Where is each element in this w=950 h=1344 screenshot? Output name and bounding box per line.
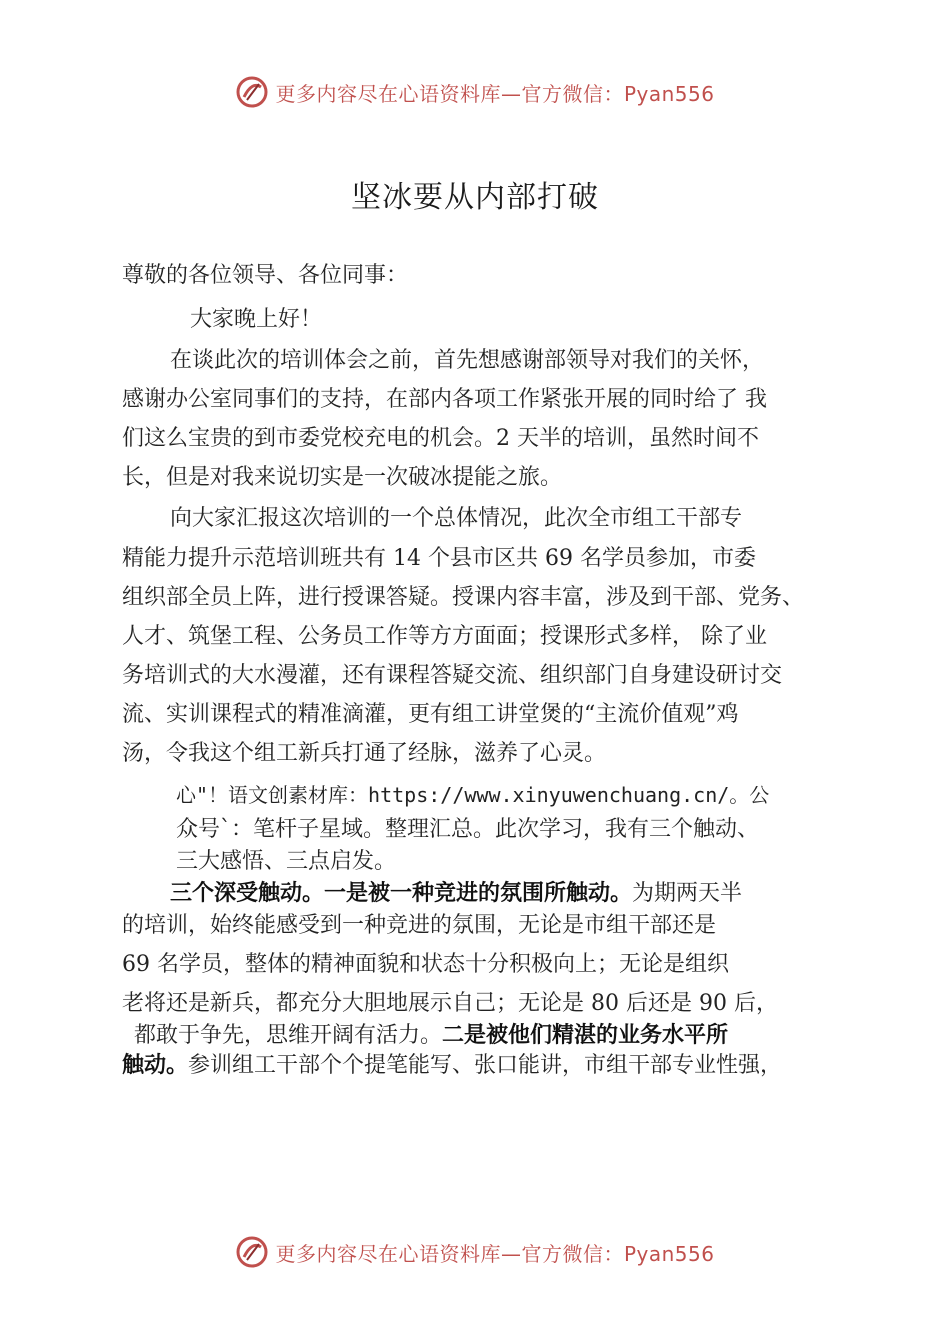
paragraph-2-line: 流、实训课程式的精准滴灌，更有组工讲堂煲的“主流价值观”鸡 <box>122 702 739 727</box>
logo-icon <box>235 75 269 109</box>
paragraph-4-line: 69 名学员，整体的精神面貌和状态十分积极向上；无论是组织 <box>122 952 729 977</box>
paragraph-1-line: 在谈此次的培训体会之前，首先想感谢部领导对我们的关怀， <box>170 348 765 373</box>
header-banner-text: 更多内容尽在心语资料库—官方微信：Pyan556 <box>275 81 715 106</box>
paragraph-1-line: 感谢办公室同事们的支持，在部内各项工作紧张开展的同时给了 我 <box>122 387 767 412</box>
paragraph-1-line: 长，但是对我来说切实是一次破冰提能之旅。 <box>122 465 563 490</box>
paragraph-4-line: 触动。参训组工干部个个提笔能写、张口能讲，市组干部专业性强， <box>122 1053 783 1078</box>
bold-heading: 触动。 <box>122 1053 189 1078</box>
paragraph-4-line: 的培训，始终能感受到一种竞进的氛围，无论是市组干部还是 <box>122 913 717 938</box>
salutation: 尊敬的各位领导、各位同事： <box>122 263 409 288</box>
paragraph-2-line: 组织部全员上阵，进行授课答疑。授课内容丰富，涉及到干部、党务、 <box>122 585 805 610</box>
greeting: 大家晚上好！ <box>190 307 323 332</box>
paragraph-3-line: 心"！语文创素材库：https://www.xinyuwenchuang.cn/。公 <box>176 783 770 807</box>
paragraph-4-line: 三个深受触动。一是被一种竞进的氛围所触动。为期两天半 <box>170 881 743 906</box>
paragraph-2-line: 务培训式的大水漫灌，还有课程答疑交流、组织部门自身建设研讨交 <box>122 663 783 688</box>
paragraph-4-line: 老将还是新兵，都充分大胆地展示自己；无论是 80 后还是 90 后， <box>122 991 778 1016</box>
paragraph-1-line: 们这么宝贵的到市委党校充电的机会。2 天半的培训，虽然时间不 <box>122 426 759 451</box>
paragraph-4-line: 都敢于争先，思维开阔有活力。二是被他们精湛的业务水平所 <box>134 1023 729 1048</box>
footer-banner-text: 更多内容尽在心语资料库—官方微信：Pyan556 <box>275 1241 715 1266</box>
header-banner <box>0 72 950 112</box>
logo-icon <box>235 1235 269 1269</box>
paragraph-3-line: 三大感悟、三点启发。 <box>176 849 397 874</box>
paragraph-2-line: 向大家汇报这次培训的一个总体情况，此次全市组工干部专 <box>170 506 743 531</box>
footer-banner <box>0 1232 950 1272</box>
bold-heading: 二是被他们精湛的业务水平所 <box>442 1023 729 1048</box>
paragraph-2-line: 汤，令我这个组工新兵打通了经脉，滋养了心灵。 <box>122 741 607 766</box>
paragraph-3-line: 众号`：笔杆子星域。整理汇总。此次学习，我有三个触动、 <box>176 817 760 842</box>
bold-heading: 三个深受触动。一是被一种竞进的氛围所触动。 <box>170 881 633 906</box>
page-title: 坚冰要从内部打破 <box>351 180 599 215</box>
paragraph-2-line: 人才、筑堡工程、公务员工作等方方面面；授课形式多样， 除了业 <box>122 624 767 649</box>
paragraph-2-line: 精能力提升示范培训班共有 14 个县市区共 69 名学员参加，市委 <box>122 546 756 571</box>
